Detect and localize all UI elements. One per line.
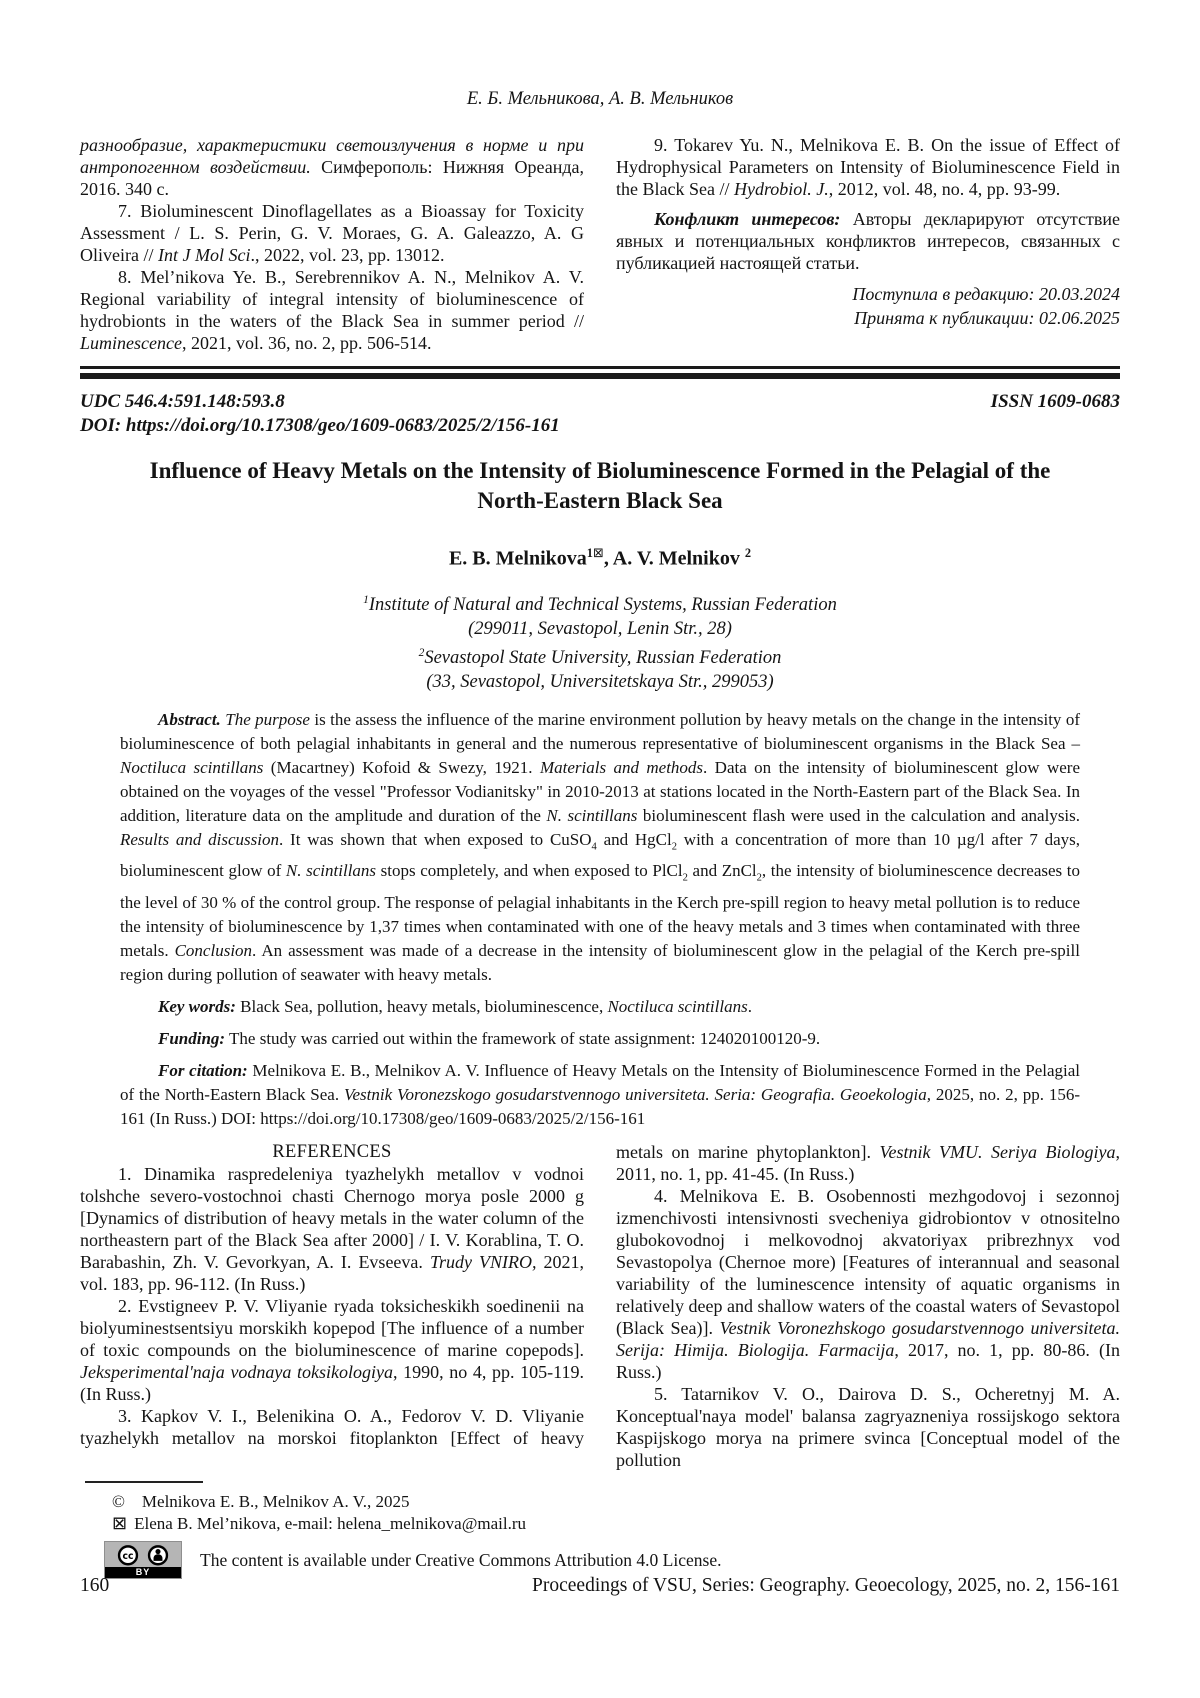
meta-row [80,391,1120,412]
abstract: Abstract. The purpose is the assess the influence of the marine environment pollution by heavy metals on the change in the intensity of bioluminescence of both pelagial inhabitants in general and the numerous representative of bioluminescent organisms in the Black Sea – Noctiluca scintillans (Macartney) Kofoid & Swezy, 1921. Materials and methods. Data on the intensity of bioluminescent glow were obtained on the voyages of the vessel "Professor Vodianitsky" in 2010-2013 at stations located in the North-Eastern part of the Black Sea. In addition, literature data on the amplitude and duration of the N. scintillans bioluminescent flash were used in the calculation and analysis. Results and discussion. It was shown that when exposed to CuSO$_4$ and HgCl$_2$ with a concentration of more than 10 µg/l after 7 days, bioluminescent glow of N. scintillans stops completely, and when exposed to PlCl$_2$ and ZnCl$_2$, the intensity of bioluminescence decreases to the level of 30 % of the control group. The response of pelagial inhabitants in the Kerch pre-spill region to heavy metal pollution is to reduce the intensity of bioluminescence by 1,37 times when contaminated with one of the heavy metals and 3 times when contaminated with three metals. Conclusion. An assessment was made of a decrease in the intensity of bioluminescent glow in the pelagial of the Kerch pre-spill region during pollution of seawater with heavy metals. [120,709,1081,984]
copyright-line: © Melnikova E. B., Melnikov A. V., 2025 [112,1491,410,1511]
running-head: Е. Б. Мельникова, А. В. Мельников [466,89,734,109]
front-matter [80,134,1120,354]
affiliation-2-address: (33, Sevastopol, Universitetskaya Str., 299053) [426,671,774,692]
svg-text:cc: cc [122,1550,134,1562]
section-divider [80,366,1120,379]
citation: For citation: Melnikova E. B., Melnikov A. V. Influence of Heavy Metals on the Intensity of Bioluminescence Formed in the Pelagial of the North-Eastern Black Sea. Vestnik Voronezskogo gosudarstvennogo universiteta. Seria: Geografia. Geoekologia, 2025, no. 2, pp. 156-161 (In Russ.) DOI: https://doi.org/10.17308/geo/1609-0683/2025/2/156-161 [120,1060,1080,1128]
references-left-column [80,1141,584,1471]
reference-item-8: 8. Mel’nikova Ye. B., Serebrennikov A. N., Melnikov A. V. Regional variability of integral intensity of bioluminescence of hydrobionts in the waters of the Black Sea in summer period // Luminescence, 2021, vol. 36, no. 2, pp. 506-514. [80,267,584,353]
keywords: Key words: Black Sea, pollution, heavy metals, bioluminescence, Noctiluca scintillans. [158,996,752,1016]
reference-item-2: 2. Evstigneev P. V. Vliyanie ryada toksicheskikh soedinenii na biolyuminestsentsiyu morskikh kopepod [The influence of a number of toxic compounds on the bioluminescence of marine copepods]. Jeksperimental'naja vodnaya toksikologiya, 1990, no 4, pp. 105-119. (In Russ.) [80,1295,585,1404]
affiliations [80,588,1120,694]
reference-item-7: 7. Bioluminescent Dinoflagellates as a Bioassay for Toxicity Assessment / L. S. Perin, G. V. Moraes, G. A. Galeazzo, A. G Oliveira // Int J Mol Sci., 2022, vol. 23, pp. 13012. [80,201,584,265]
affiliation-2: $^2$Sevastopol State University, Russian Federation [418,646,782,668]
references-right-column [616,1141,1120,1471]
journal-footer-line: Proceedings of VSU, Series: Geography. Geoecology, 2025, no. 2, 156-161 [532,1575,1120,1596]
reference-item-3-continuation: metals on marine phytoplankton]. Vestnik VMU. Seriya Biologiya, 2011, no. 1, pp. 41-45. (In Russ.) [616,1141,1121,1184]
page-number: 160 [80,1575,110,1596]
article-title: Influence of Heavy Metals on the Intensity of Bioluminescence Formed in the Pelagial of the North-Eastern Black Sea [149,458,1051,513]
affiliation-1-address: (299011, Sevastopol, Lenin Str., 28) [468,618,732,639]
footnote-rule [85,1481,203,1483]
license-text: The content is available under Creative Commons Attribution 4.0 License. [200,1549,722,1570]
conflict-of-interest: Конфликт интересов: Авторы декларируют отсутствие явных и потенциальных конфликтов интересов, связанных с публикацией настоящей статьи. [616,209,1120,273]
reference-item-4: 4. Melnikova E. B. Osobennosti mezhgodovoj i sezonnoj izmenchivosti intensivnosti svecheniya gidrobiontov v otnositelno glubokovodnoj i melkovodnoj akvatoriyax pribrezhnyx vod Sevastopolya (Chernoe more) [Features of interannual and seasonal variability of the luminescence intensity of aquatic organisms in relatively deep and shallow waters of the coastal waters of Sevastopol (Black Sea)]. Vestnik Voronezhskogo gosudarstvennogo universiteta. Serija: Himija. Biologija. Farmacija, 2017, no. 1, pp. 80-86. (In Russ.) [616,1185,1120,1382]
reference-item-3: 3. Kapkov V. I., Belenikina O. A., Fedorov V. D. Vliyanie tyazhelykh metallov na morskoi fitoplankton [Effect of heavy [80,1405,584,1448]
received-date: Поступила в редакцию: 20.03.2024 [852,284,1120,304]
funding: Funding: The study was carried out within the framework of state assignment: 124020100120-9. [158,1028,821,1048]
references-heading: REFERENCES [272,1141,392,1162]
doi-line: DOI: https://doi.org/10.17308/geo/1609-0683/2025/2/156-161 [80,415,560,436]
email-text: Elena B. Mel’nikova, e-mail: helena_melnikova@mail.ru [134,1513,526,1533]
footnote-block [80,1481,1120,1579]
page-footer [80,1574,1120,1598]
corresponding-author-line [112,1513,1120,1535]
reference-item-1: 1. Dinamika raspredeleniya tyazhelykh metallov v vodnoi tolshche severo-vostochnoi chasti Chernogo morya posle 2000 g [Dynamics of distribution of heavy metals in the water column of the northeastern part of the Black Sea after 2000] / I. V. Korablina, T. O. Barabashin, Zh. V. Gevorkyan, A. I. Evseeva. Trudy VNIRO, 2021, vol. 183, pp. 96-112. (In Russ.) [80,1163,584,1294]
authors-line: E. B. Melnikova$^{1⊠}$, A. V. Melnikov $^2$ [448,546,752,570]
front-matter-left-column [80,134,584,354]
cc-by-label: BY [105,1567,181,1578]
reference-item-5: 5. Tatarnikov V. O., Dairova D. S., Ocheretnyj M. A. Konceptual'naya model' balansa zagryazneniya rossijskogo sektora Kaspijskogo morya na primere svinca [Conceptual model of the pollution [616,1383,1120,1470]
accepted-date: Принята к публикации: 02.06.2025 [854,308,1120,328]
reference-continuation: разнообразие, характеристики светоизлучения в норме и при антропогенном воздействии. Симферополь: Нижняя Ореанда, 2016. 340 с. [80,135,585,199]
reference-item-9: 9. Tokarev Yu. N., Melnikova E. B. On the issue of Effect of Hydrophysical Parameters on Intensity of Bioluminescence Field in the Black Sea // Hydrobiol. J., 2012, vol. 48, no. 4, pp. 93-99. [616,135,1120,199]
references-section [80,1141,1120,1471]
affiliation-1: $^1$Institute of Natural and Technical Systems, Russian Federation [363,593,837,615]
issn-number: ISSN 1609-0683 [990,391,1120,412]
front-matter-right-column [616,134,1120,354]
email-icon: ⊠ [112,1512,128,1534]
udc-number: UDC 546.4:591.148:593.8 [80,391,285,412]
